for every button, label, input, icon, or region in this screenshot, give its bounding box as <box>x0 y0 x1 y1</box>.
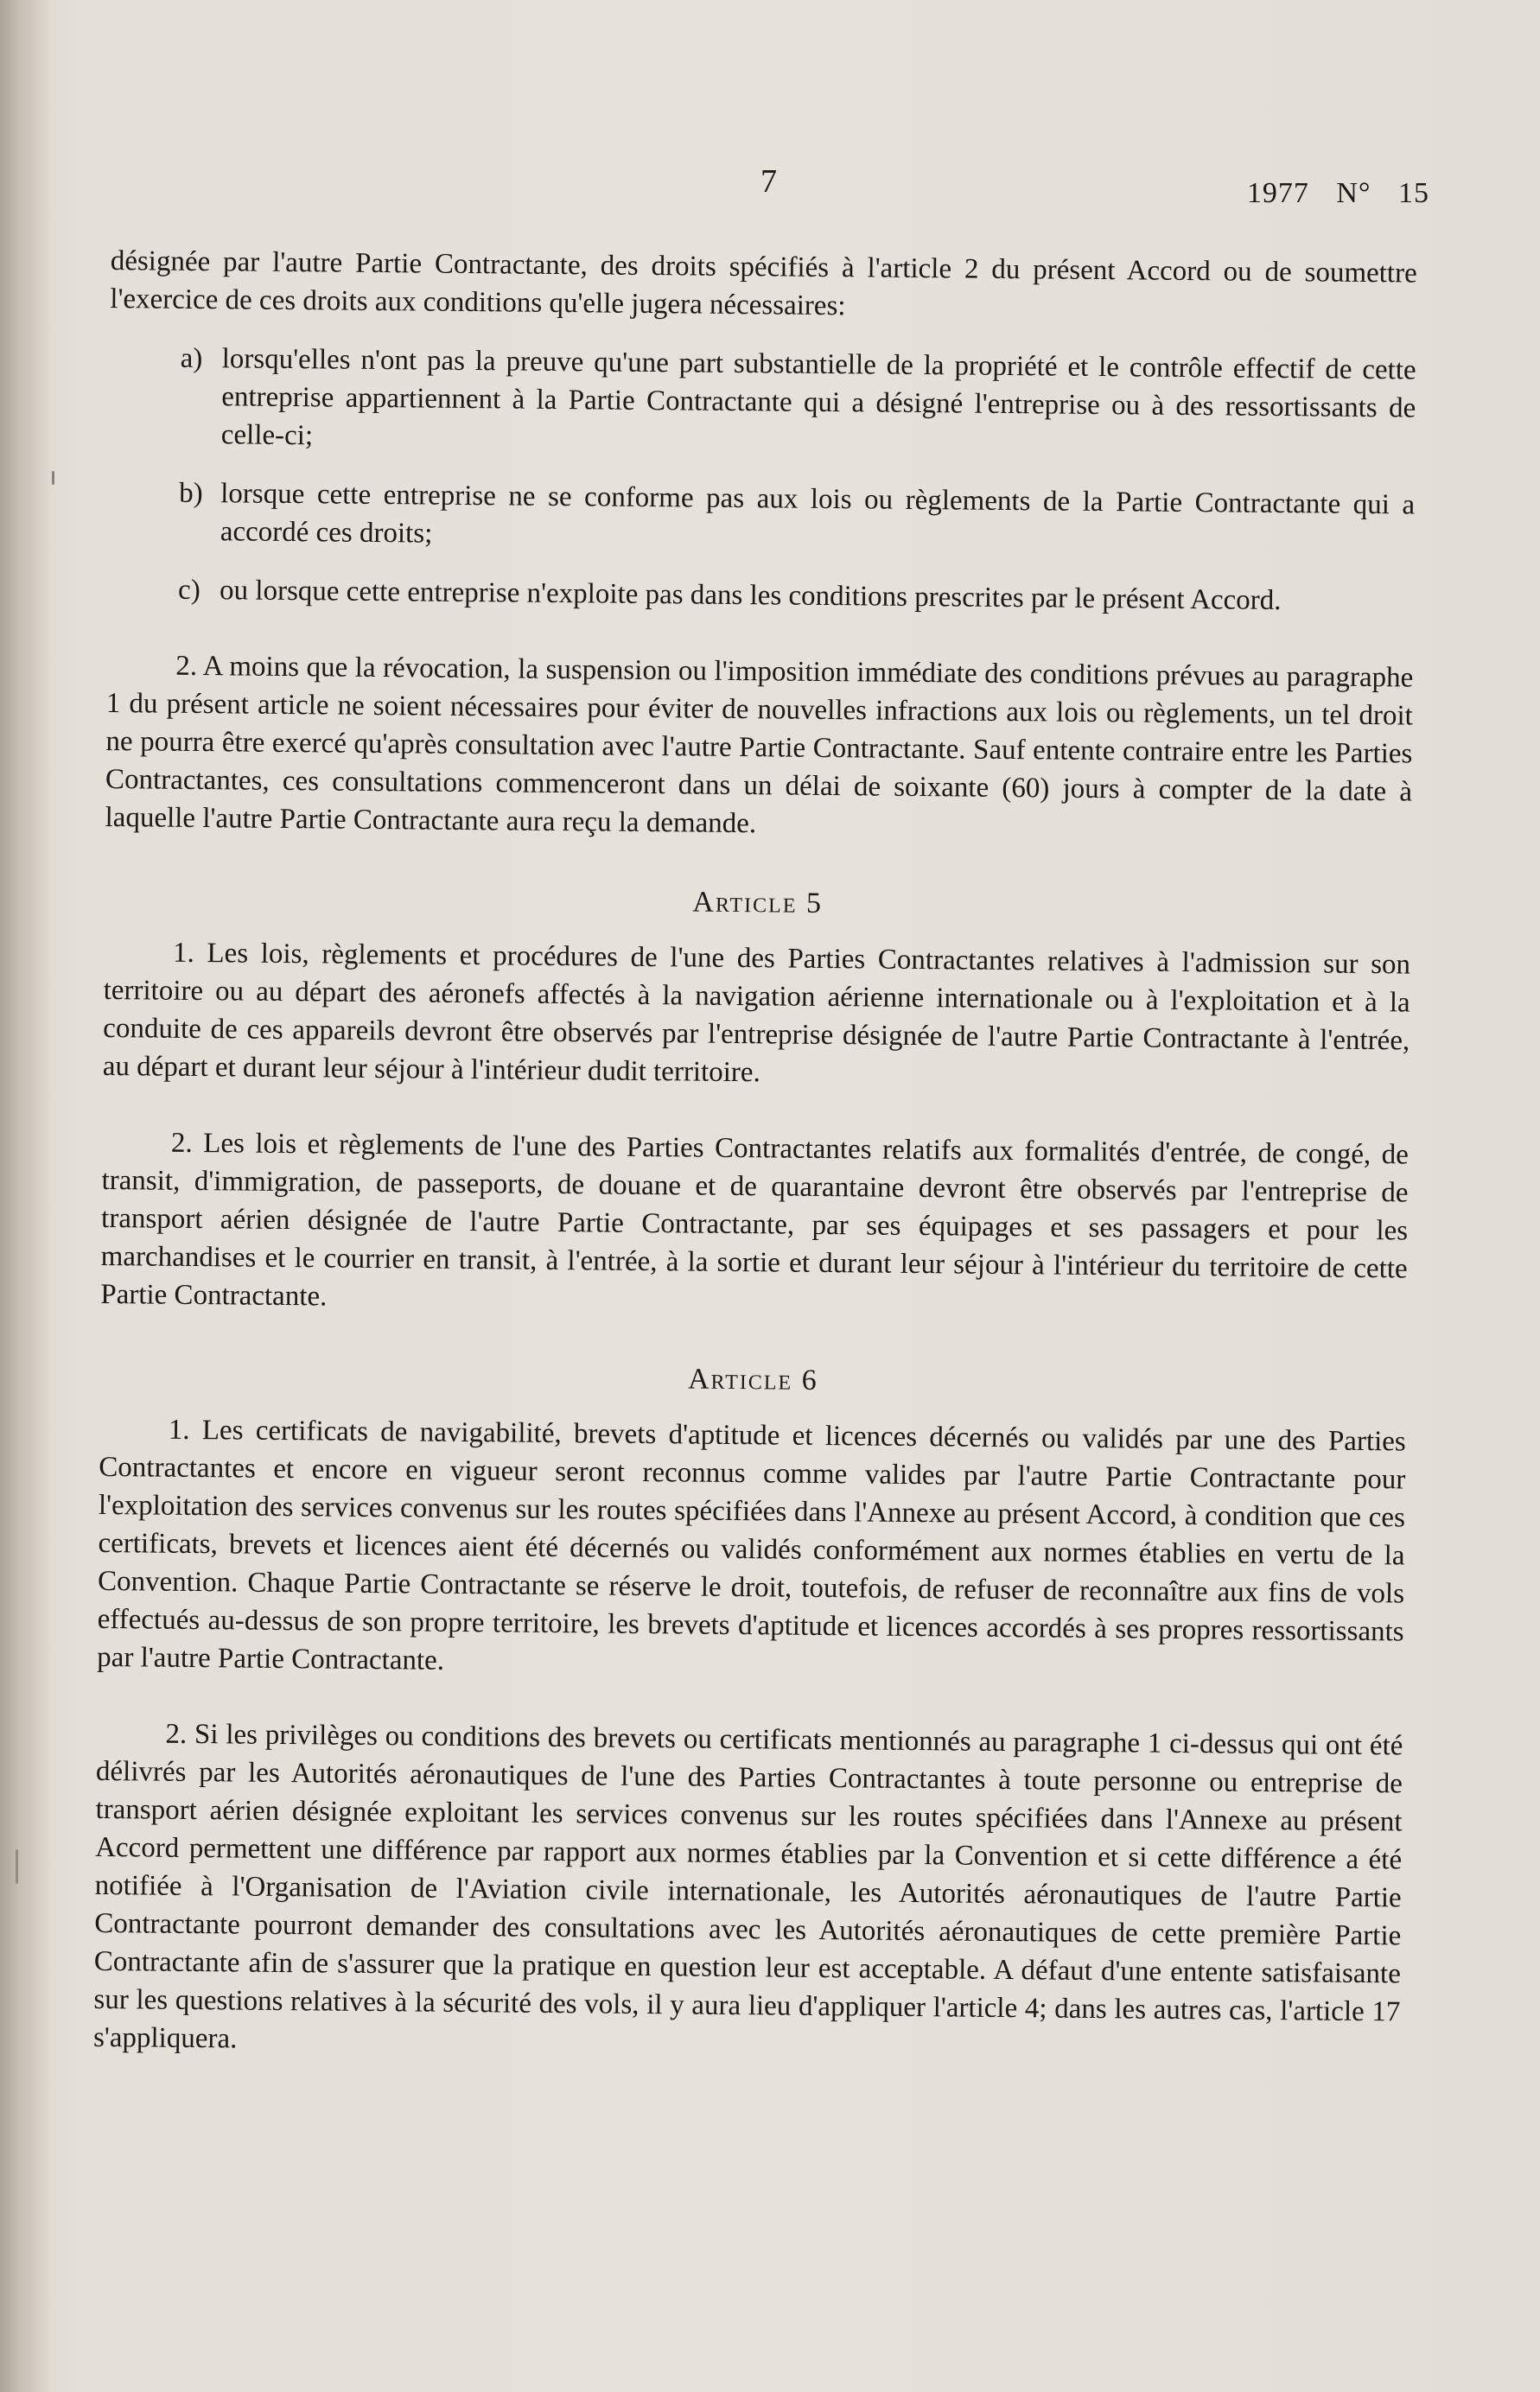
condition-label: a) <box>180 342 203 375</box>
margin-mark <box>52 471 54 485</box>
document-body <box>93 242 1417 2069</box>
condition-text: ou lorsque cette entreprise n'exploite pas dans les conditions prescrites par le présent Accord. <box>219 575 1282 617</box>
article-5-paragraph-2: 2. Les lois et règlements de l'une des Parties Contractantes relatifs aux formalités d'entrée, de congé, de transit, d'immigration, de passeports, de douane et de quarantaine devront être observés par l'entreprise de transport aérien désignée de l'autre Partie Contractante, par ses équipages et ses passagers et pour les marchandises et le courrier en transit, à l'entrée, à la sortie et durant leur séjour à l'intérieur du territoire de cette Partie Contractante. <box>100 1127 1410 1313</box>
article-heading-6: Article 6 <box>687 1363 818 1396</box>
article-6-paragraph-2: 2. Si les privilèges ou conditions des brevets ou certificats mentionnés au paragraphe 1 ci-dessus qui ont été délivrés par les Autorités aéronautiques de l'une des Parties Contractantes à toute personne ou entreprise de transport aérien désignée exploitant les services convenus sur les routes spécifiées dans l'Annexe au présent Accord permettent une différence par rapport aux normes établies par la Convention et si cette différence a été notifiée à l'Organisation de l'Aviation civile internationale, les Autorités aéronautiques de l'autre Partie Contractante pourront demander des consultations avec les Autorités aéronautiques de cette première Partie Contractante afin de s'assurer que la pratique en question leur est acceptable. A défaut d'une entente satisfaisante sur les questions relatives à la sécurité des vols, il y aura lieu d'appliquer l'article 4; dans les autres cas, l'article 17 s'appliquera. <box>92 1718 1403 2055</box>
condition-text: lorsqu'elles n'ont pas la preuve qu'une part substantielle de la propriété et le contrôle effectif de cette entreprise appartiennent à la Partie Contractante qui a désigné l'entreprise ou à des ressortissants de celle-ci; <box>220 343 1416 452</box>
condition-text: lorsque cette entreprise ne se conforme pas aux lois ou règlements de la Partie Contractante qui a accordé ces droits; <box>220 478 1416 550</box>
margin-mark <box>16 1849 18 1884</box>
condition-item <box>109 339 1416 466</box>
article-5-paragraph-1: 1. Les lois, règlements et procédures de l'une des Parties Contractantes relatives à l'admission sur son territoire ou au départ des aéronefs affectés à la navigation aérienne internationale ou à l'exploitation et à la conduite de ces appareils devront être observés par l'entreprise désignée de l'autre Partie Contractante à l'entrée, au départ et durant leur séjour à l'intérieur dudit territoire. <box>102 937 1411 1089</box>
condition-label: c) <box>177 574 200 607</box>
condition-label: b) <box>179 477 203 510</box>
paragraph-2: 2. A moins que la révocation, la suspension ou l'imposition immédiate des conditions prévues au paragraphe 1 du présent article ne soient nécessaires pour éviter de nouvelles infractions aux lois ou règlements, un tel droit ne pourra être exercé qu'après consultation avec l'autre Partie Contractante. Sauf entente contraire entre les Parties Contractantes, ces consultations commenceront dans un délai de soixante (60) jours à compter de la date à laquelle l'autre Partie Contractante aura reçu la demande. <box>105 650 1414 840</box>
article-heading-5: Article 5 <box>692 886 824 919</box>
condition-item <box>108 474 1416 563</box>
article-6-paragraph-1: 1. Les certificats de navigabilité, brevets d'aptitude et licences décernés ou validés par une des Parties Contractantes et encore en vigueur seront reconnus comme valides par l'autre Partie Contractante pour l'exploitation des services convenus sur les routes spécifiées dans l'Annexe au présent Accord, à condition que ces certificats, brevets et licences aient été décernés ou validés conformément aux normes établies en vertu de la Convention. Chaque Partie Contractante se réserve le droit, toutefois, de refuser de reconnaître aux fins de vols effectués au-dessus de son propre territoire, les brevets d'aptitude et licences accordés à ses propres ressortissants par l'autre Partie Contractante. <box>97 1414 1406 1676</box>
page-number: 7 <box>760 163 778 200</box>
intro-continuation: désignée par l'autre Partie Contractante, des droits spécifiés à l'article 2 du présent Accord ou de soumettre l'exercice de ces droits aux conditions qu'elle jugera nécessaires: <box>110 245 1417 322</box>
binding-gutter-shadow <box>0 0 52 2392</box>
condition-item <box>107 570 1414 621</box>
document-reference: 1977 N° 15 <box>1246 177 1429 209</box>
